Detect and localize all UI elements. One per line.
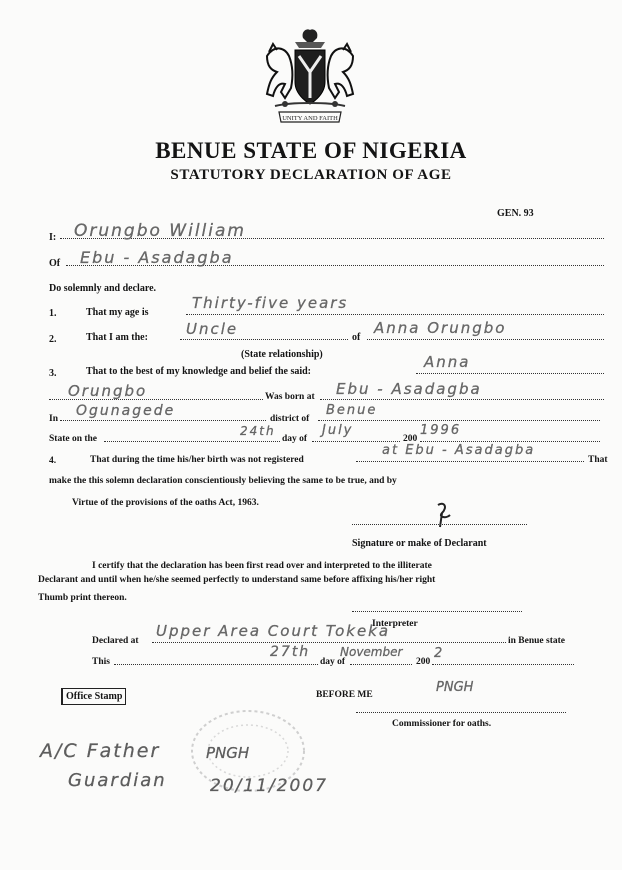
handwritten-commissioner-initials: PNGH xyxy=(436,680,474,695)
in-benue-state-label: in Benue state xyxy=(508,636,565,646)
before-me-label: BEFORE ME xyxy=(316,690,373,700)
i-label: I: xyxy=(49,232,57,243)
handwritten-relation: Uncle xyxy=(186,320,239,338)
certify-line-1: I certify that the declaration has been first read over and interpreted to the illiterate xyxy=(92,561,432,571)
certify-line-3: Thumb print thereon. xyxy=(38,593,127,603)
handwritten-note-date: 20/11/2007 xyxy=(210,776,328,796)
coat-of-arms-emblem xyxy=(255,26,365,128)
in-label: In xyxy=(49,414,58,424)
this-year-prefix: 200 xyxy=(416,657,431,667)
interpreter-label: Interpreter xyxy=(372,619,418,629)
solemnly-text: Do solemnly and declare. xyxy=(49,283,157,294)
handwritten-age: Thirty-five years xyxy=(192,294,349,312)
form-code: GEN. 93 xyxy=(497,208,534,219)
handwritten-this-day: 27th xyxy=(270,644,311,660)
handwritten-relation-of: Anna Orungbo xyxy=(374,319,507,337)
item3-text: That to the best of my knowledge and belief the said: xyxy=(86,366,312,377)
handwritten-this-year: 2 xyxy=(434,646,445,661)
solemn-declaration-line: make the this solemn declaration conscientiously believing the same to be true, and by xyxy=(49,476,397,486)
item1-number: 1. xyxy=(49,308,57,319)
declared-place-line xyxy=(152,642,506,643)
was-born-at-label: Was born at xyxy=(265,392,315,402)
handwritten-birth-month: July xyxy=(322,423,354,438)
handwritten-this-month: November xyxy=(340,645,403,659)
item4-number: 4. xyxy=(49,456,57,466)
handwritten-said-1: Anna xyxy=(424,353,471,371)
handwritten-of-place: Ebu - Asadagba xyxy=(80,248,234,267)
this-day-line xyxy=(114,664,318,665)
district-line xyxy=(318,420,600,421)
relation-of-line xyxy=(367,339,604,340)
day-of-label: day of xyxy=(282,434,308,444)
coat-of-arms-motto: UNITY AND FAITH xyxy=(282,115,338,122)
signature-line xyxy=(352,524,527,525)
item2-text: That I am the: xyxy=(86,332,148,343)
item2-number: 2. xyxy=(49,334,57,345)
signature-label: Signature or make of Declarant xyxy=(352,538,487,549)
item3-number: 3. xyxy=(49,368,57,379)
this-day-of-label: day of xyxy=(320,657,346,667)
handwritten-note-initials: PNGH xyxy=(206,744,250,762)
handwritten-note-line1: A/C Father xyxy=(40,740,161,762)
certify-line-2: Declarant and until when he/she seemed perfectly to understand same before affixing his/her right xyxy=(38,575,436,585)
born-at-line xyxy=(320,399,604,400)
state-on-label: State on the xyxy=(49,434,98,444)
registered-line xyxy=(356,461,584,462)
in-line xyxy=(60,420,266,421)
birth-month-line xyxy=(312,441,400,442)
document-subtitle: STATUTORY DECLARATION OF AGE xyxy=(170,167,452,183)
of-label: Of xyxy=(49,258,61,269)
that-label: That xyxy=(588,455,608,465)
handwritten-birth-day: 24th xyxy=(240,424,276,438)
this-month-line xyxy=(350,664,412,665)
handwritten-said-2: Orungbo xyxy=(68,382,148,400)
age-line xyxy=(186,314,604,315)
handwritten-born-at: Ebu - Asadagba xyxy=(336,380,482,398)
district-of-label: district of xyxy=(270,414,310,424)
birth-day-line xyxy=(104,441,280,442)
document-title: BENUE STATE OF NIGERIA xyxy=(155,138,467,163)
item2-of-label: of xyxy=(352,332,361,343)
year-prefix-label: 200 xyxy=(403,434,418,444)
this-year-line xyxy=(432,664,574,665)
relation-line xyxy=(180,339,348,340)
this-label: This xyxy=(92,657,110,667)
handwritten-district: Benue xyxy=(326,403,378,418)
commissioner-line xyxy=(356,712,566,713)
item4-text: That during the time his/her birth was not registered xyxy=(90,455,304,465)
virtue-line: Virtue of the provisions of the oaths Act, 1963. xyxy=(72,498,259,508)
birth-year-line xyxy=(420,441,600,442)
handwritten-declared-place: Upper Area Court Tokeka xyxy=(156,622,391,640)
handwritten-in-place: Ogunagede xyxy=(76,403,176,419)
handwritten-birth-year: 1996 xyxy=(420,423,462,438)
office-stamp-box: Office Stamp xyxy=(61,688,126,705)
handwritten-name: Orungbo William xyxy=(74,221,246,241)
declared-at-label: Declared at xyxy=(92,636,139,646)
commissioner-label: Commissioner for oaths. xyxy=(392,719,492,729)
item1-text: That my age is xyxy=(86,307,149,318)
interpreter-line xyxy=(352,611,522,612)
state-relationship-label: (State relationship) xyxy=(241,349,323,360)
handwritten-registered-at: at Ebu - Asadagba xyxy=(382,443,536,458)
handwritten-note-line2: Guardian xyxy=(68,770,167,791)
said-line xyxy=(416,373,604,374)
